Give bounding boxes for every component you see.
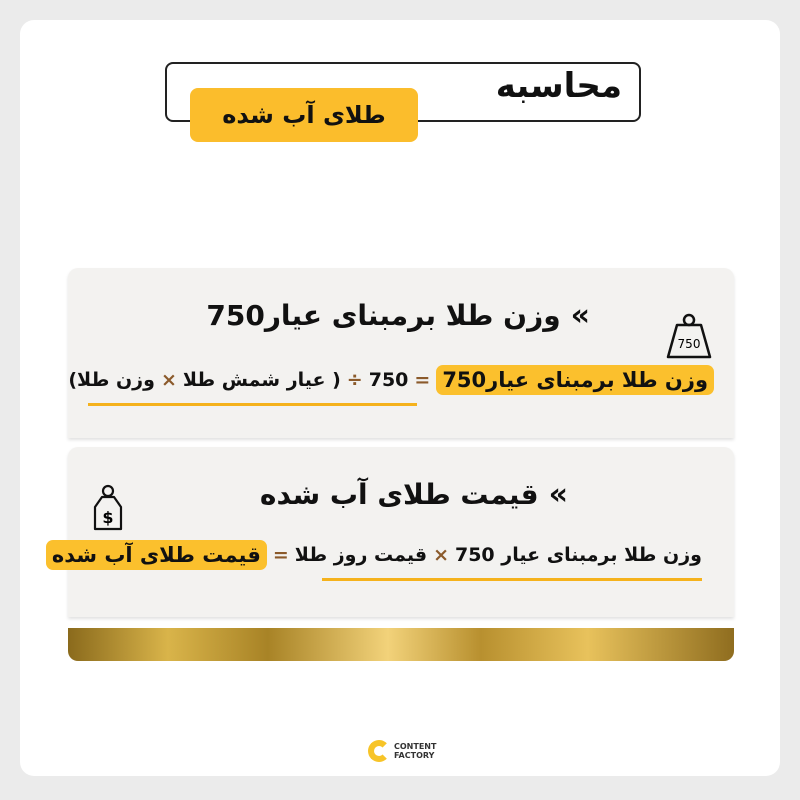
- underline: [88, 403, 417, 406]
- section-title-text: وزن طلا برمبنای عیار750: [206, 299, 561, 332]
- divide-sign: ÷: [346, 369, 363, 391]
- double-chevron-icon: »: [548, 477, 568, 512]
- divisor: 750: [368, 369, 409, 391]
- svg-text:$: $: [102, 508, 114, 527]
- weight-formula: [68, 365, 714, 395]
- formula-result: قیمت طلای آب شده: [46, 540, 267, 570]
- underline: [322, 578, 702, 581]
- price-formula: [46, 540, 702, 570]
- equals-sign: =: [414, 369, 431, 391]
- section-title-text: قیمت طلای آب شده: [259, 478, 539, 511]
- formula-open: ( عیار شمش طلا: [182, 369, 341, 391]
- section-weight: [68, 268, 734, 438]
- section-price-title: [260, 477, 568, 512]
- weight-750-icon: [665, 312, 713, 360]
- logo-icon: [368, 740, 390, 762]
- gold-bar: [68, 628, 734, 661]
- times-sign: ×: [433, 544, 449, 566]
- content-factory-logo: CONTENT FACTORY: [368, 740, 436, 762]
- formula-result: وزن طلا برمبنای عیار750: [436, 365, 714, 395]
- formula-close: وزن طلا): [68, 369, 155, 391]
- title-badge: طلای آب شده: [190, 88, 418, 142]
- price-tag-dollar-icon: [92, 483, 124, 533]
- page-title: محاسبه: [495, 66, 622, 106]
- formula-left: قیمت روز طلا: [294, 544, 428, 566]
- formula-right: وزن طلا برمبنای عیار 750: [454, 544, 702, 566]
- svg-text:750: 750: [677, 337, 701, 351]
- times-sign: ×: [160, 369, 177, 391]
- section-weight-title: [206, 298, 590, 333]
- equals-sign: =: [272, 544, 289, 566]
- double-chevron-icon: »: [570, 298, 590, 333]
- section-price: [68, 447, 734, 617]
